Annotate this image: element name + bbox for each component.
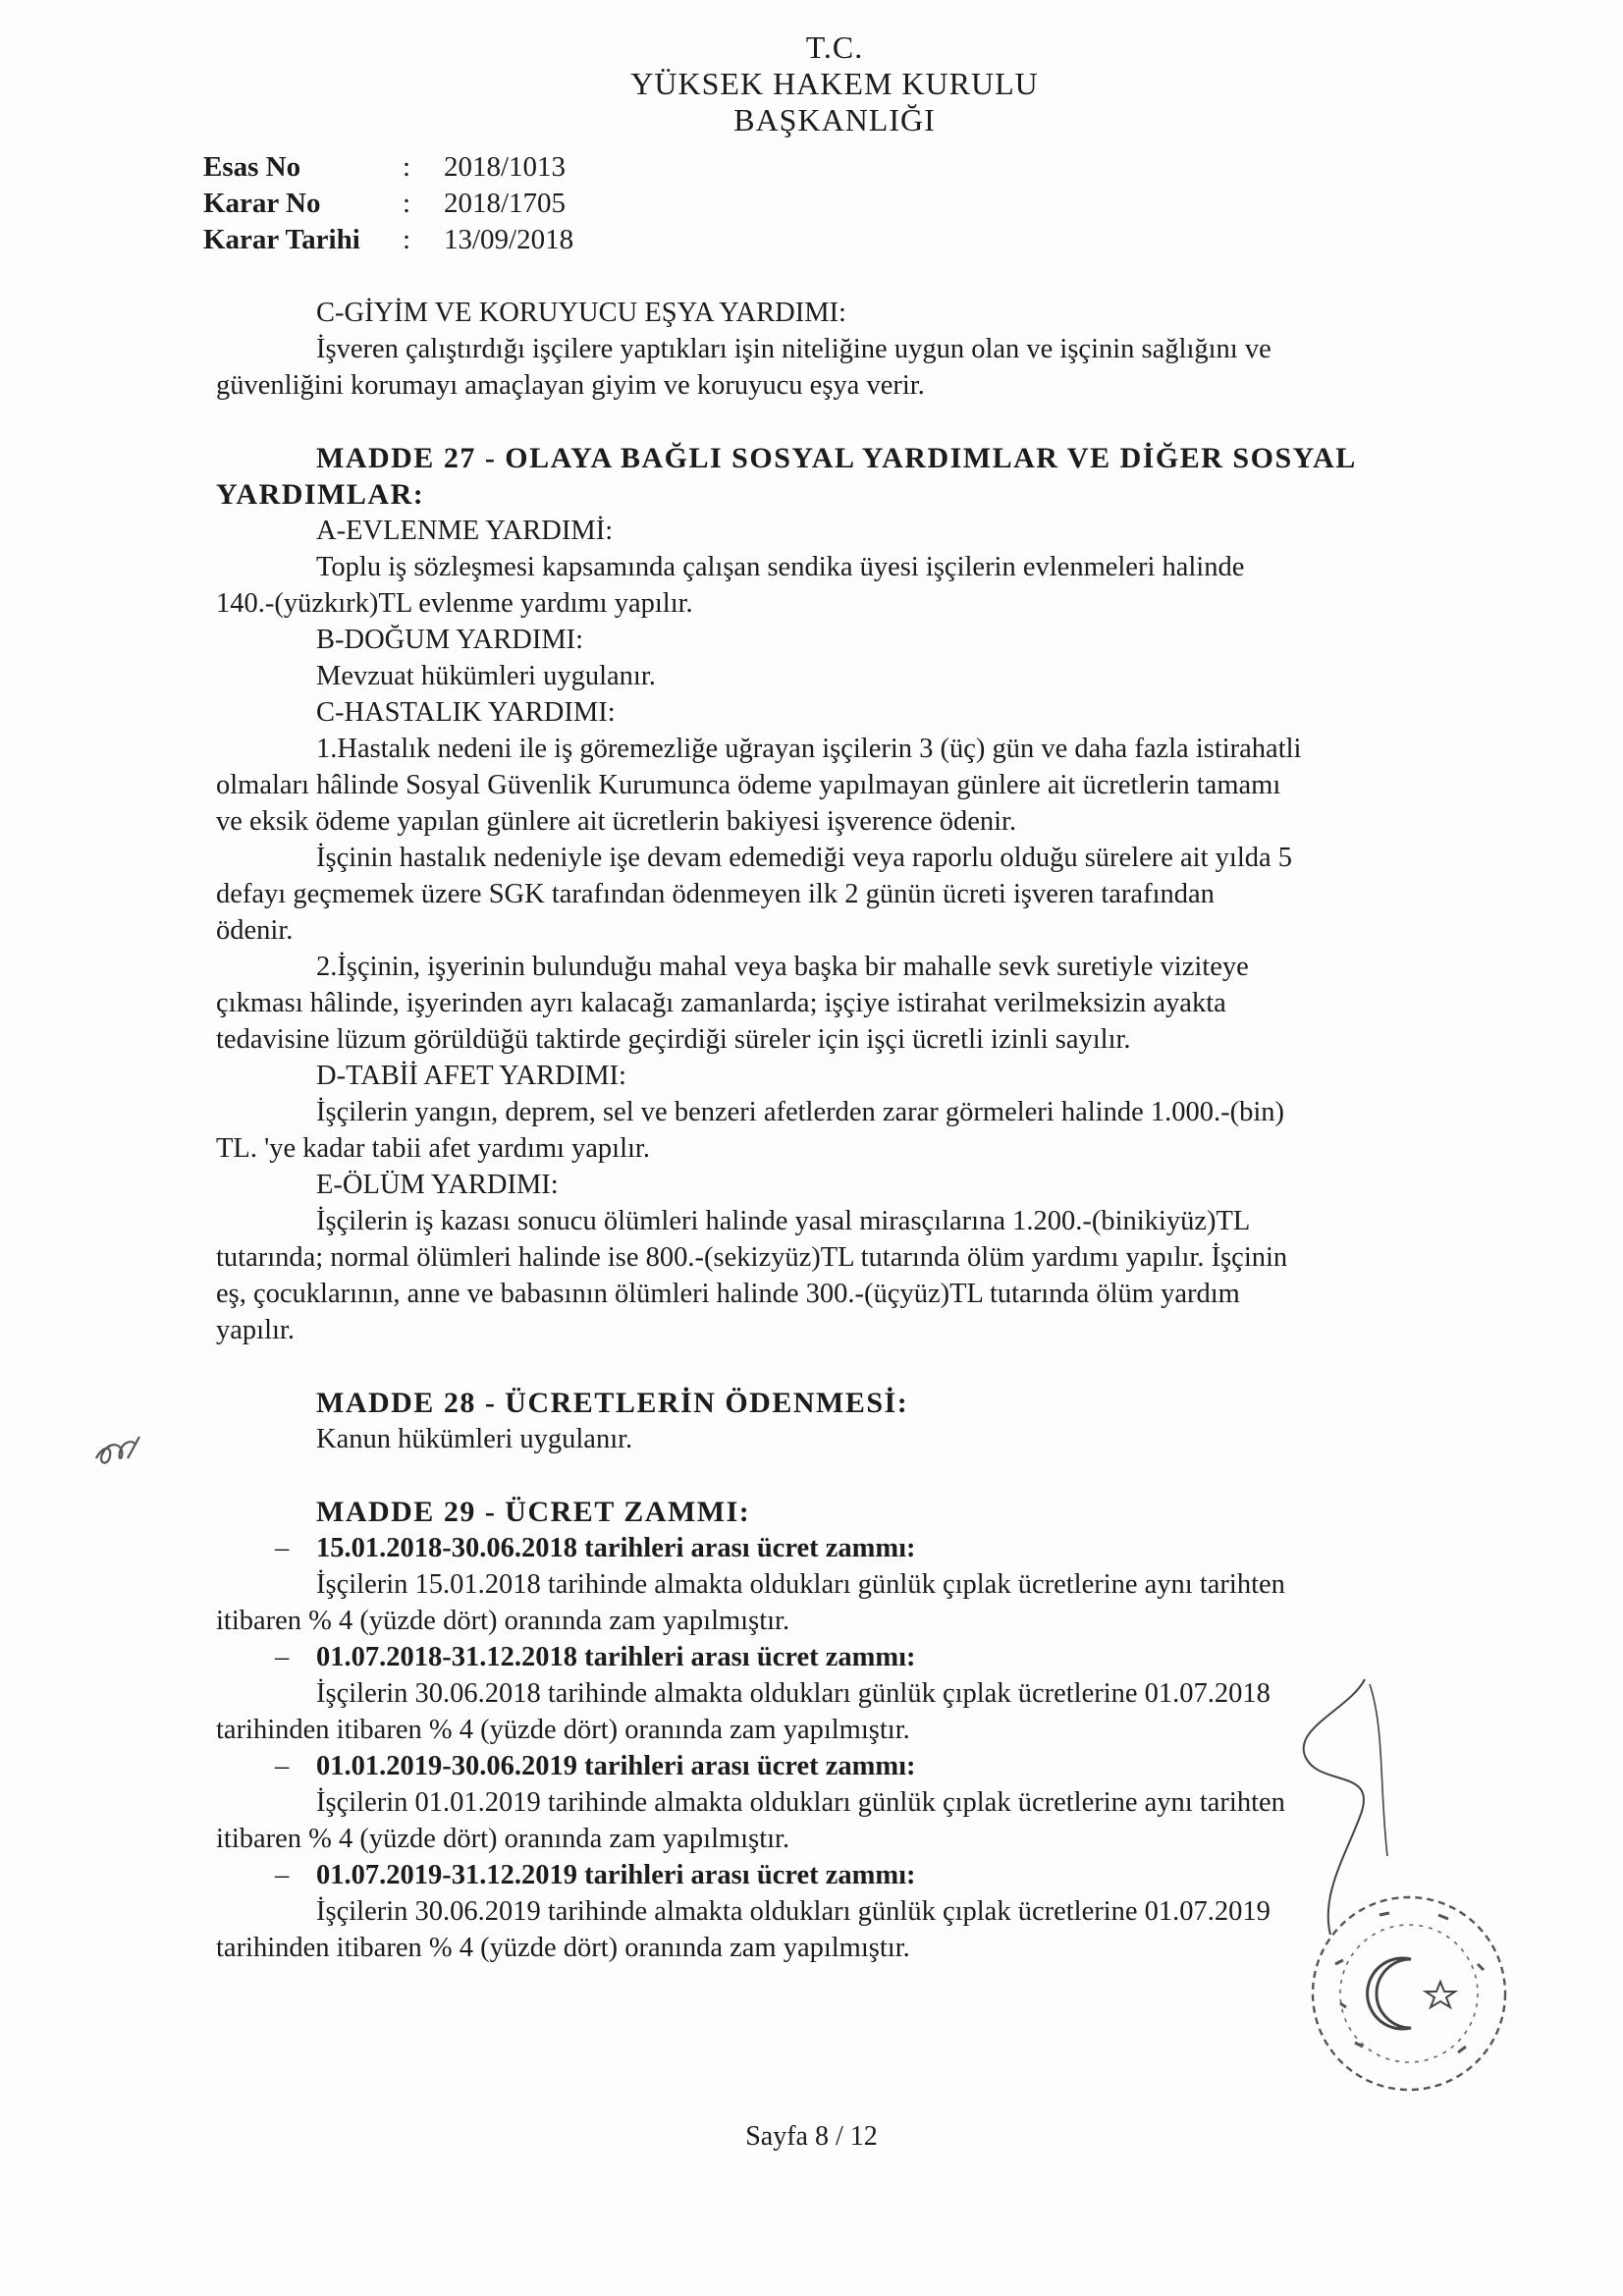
raise-period-heading	[216, 1530, 1468, 1566]
paragraph-line: İşçilerin 15.01.2018 tarihinde almakta oldukları günlük çıplak ücretlerine aynı tarihten	[316, 1569, 1285, 1600]
article-title: MADDE 27 - OLAYA BAĞLI SOSYAL YARDIMLAR VE DİĞER SOSYAL	[316, 442, 1357, 474]
header-tc: T.C.	[805, 29, 864, 65]
dash-bullet: –	[275, 1751, 290, 1781]
section-heading: D-TABİİ AFET YARDIMI:	[316, 1061, 626, 1091]
paragraph-line: İşçilerin iş kazası sonucu ölümleri halinde yasal mirasçılarına 1.200.-(binikiyüz)TL	[316, 1206, 1251, 1236]
case-info-value: 2018/1013	[444, 151, 567, 183]
paragraph-line: Kanun hükümleri uygulanır.	[316, 1424, 633, 1454]
article-title: YARDIMLAR:	[216, 478, 425, 511]
spacer	[216, 1348, 1468, 1385]
paragraph-line: tarihinden itibaren % 4 (yüzde dört) oranında zam yapılmıştır.	[216, 1715, 910, 1745]
section-heading: C-GİYİM VE KORUYUCU EŞYA YARDIMI:	[316, 298, 846, 328]
case-info-label: Esas No	[203, 151, 301, 183]
paragraph-line: İşveren çalıştırdığı işçilere yaptıkları işin niteliğine uygun olan ve işçinin sağlığını ve	[316, 334, 1271, 364]
dash-bullet: –	[275, 1533, 290, 1563]
paragraph-line: tedavisine lüzum görüldüğü taktirde geçirdiği süreler için işçi ücretli izinli sayılır.	[216, 1024, 1131, 1055]
case-info-separator: :	[403, 224, 411, 255]
case-info-separator: :	[403, 188, 411, 219]
header-institution: YÜKSEK HAKEM KURULU	[630, 66, 1039, 101]
paragraph-line: İşçilerin 30.06.2019 tarihinde almakta oldukları günlük çıplak ücretlerine 01.07.2019	[316, 1896, 1271, 1927]
official-seal-stamp-icon	[1232, 1669, 1527, 2106]
section-heading: B-DOĞUM YARDIMI:	[316, 625, 584, 655]
paragraph-line: 140.-(yüzkırk)TL evlenme yardımı yapılır.	[216, 588, 693, 619]
case-info-row	[203, 186, 573, 222]
case-info-row	[203, 222, 573, 258]
handwritten-initials-icon	[88, 1429, 147, 1483]
raise-period-label: 01.07.2018-31.12.2018 tarihleri arası ücret zammı:	[316, 1642, 916, 1672]
paragraph-line: Mevzuat hükümleri uygulanır.	[316, 661, 656, 691]
case-info-row	[203, 149, 573, 186]
article-title: MADDE 29 - ÜCRET ZAMMI:	[316, 1496, 751, 1528]
header-office: BAŞKANLIĞI	[733, 102, 936, 137]
paragraph-line: İşçinin hastalık nedeniyle işe devam edemediği veya raporlu olduğu sürelere ait yılda 5	[316, 843, 1293, 873]
raise-period-label: 01.01.2019-30.06.2019 tarihleri arası ücret zammı:	[316, 1751, 916, 1781]
raise-period-label: 15.01.2018-30.06.2018 tarihleri arası ücret zammı:	[316, 1533, 916, 1563]
case-info-label: Karar No	[203, 188, 321, 219]
paragraph-line: çıkması hâlinde, işyerinden ayrı kalacağı zamanlarda; işçiye istirahat verilmeksizin ayakta	[216, 988, 1226, 1018]
paragraph-line: 1.Hastalık nedeni ile iş göremezliğe uğrayan işçilerin 3 (üç) gün ve daha fazla istirahatli	[316, 734, 1302, 764]
section-heading: C-HASTALIK YARDIMI:	[316, 697, 616, 728]
paragraph-line: güvenliğini korumayı amaçlayan giyim ve koruyucu eşya verir.	[216, 370, 925, 401]
paragraph-line: İşçilerin 01.01.2019 tarihinde almakta oldukları günlük çıplak ücretlerine aynı tarihten	[316, 1787, 1285, 1818]
paragraph-line: TL. 'ye kadar tabii afet yardımı yapılır.	[216, 1133, 650, 1164]
section-heading: A-EVLENME YARDIMİ:	[316, 516, 614, 546]
case-info-label: Karar Tarihi	[203, 224, 360, 255]
spacer	[216, 404, 1468, 440]
paragraph-line: Toplu iş sözleşmesi kapsamında çalışan sendika üyesi işçilerin evlenmeleri halinde	[316, 552, 1245, 582]
paragraph-line: defayı geçmemek üzere SGK tarafından ödenmeyen ilk 2 günün ücreti işveren tarafından	[216, 879, 1215, 909]
case-info-separator: :	[403, 151, 411, 183]
paragraph-line: İşçilerin yangın, deprem, sel ve benzeri afetlerden zarar görmeleri halinde 1.000.-(bin)	[316, 1097, 1284, 1127]
paragraph-line: itibaren % 4 (yüzde dört) oranında zam yapılmıştır.	[216, 1606, 790, 1636]
paragraph-line: ve eksik ödeme yapılan günlere ait ücretlerin bakiyesi işverence ödenir.	[216, 806, 1017, 837]
paragraph-line: eş, çocuklarının, anne ve babasının ölümleri halinde 300.-(üçyüz)TL tutarında ölüm yardım	[216, 1279, 1240, 1309]
spacer	[216, 1457, 1468, 1494]
document-header	[609, 29, 1060, 138]
case-info-value: 13/09/2018	[444, 224, 574, 255]
section-heading: E-ÖLÜM YARDIMI:	[316, 1170, 559, 1200]
paragraph-line: olmaları hâlinde Sosyal Güvenlik Kurumunca ödeme yapılmayan günlere ait ücretlerin tamamı	[216, 770, 1281, 800]
paragraph-line: ödenir.	[216, 915, 294, 946]
paragraph-line: tarihinden itibaren % 4 (yüzde dört) oranında zam yapılmıştır.	[216, 1933, 910, 1963]
paragraph-line: tutarında; normal ölümleri halinde ise 800.-(sekizyüz)TL tutarında ölüm yardımı yapılır. İşçinin	[216, 1242, 1288, 1273]
paragraph-line: yapılır.	[216, 1315, 295, 1345]
dash-bullet: –	[275, 1860, 290, 1890]
paragraph-line: itibaren % 4 (yüzde dört) oranında zam yapılmıştır.	[216, 1824, 790, 1854]
raise-period-label: 01.07.2019-31.12.2019 tarihleri arası ücret zammı:	[316, 1860, 916, 1890]
case-info-value: 2018/1705	[444, 188, 567, 219]
dash-bullet: –	[275, 1642, 290, 1672]
page-number: Sayfa 8 / 12	[745, 2121, 878, 2152]
paragraph-line: İşçilerin 30.06.2018 tarihinde almakta oldukları günlük çıplak ücretlerine 01.07.2018	[316, 1678, 1271, 1709]
paragraph-line: 2.İşçinin, işyerinin bulunduğu mahal veya başka bir mahalle sevk suretiyle viziteye	[316, 952, 1249, 982]
case-info	[203, 149, 573, 258]
article-title: MADDE 28 - ÜCRETLERİN ÖDENMESİ:	[316, 1387, 909, 1419]
